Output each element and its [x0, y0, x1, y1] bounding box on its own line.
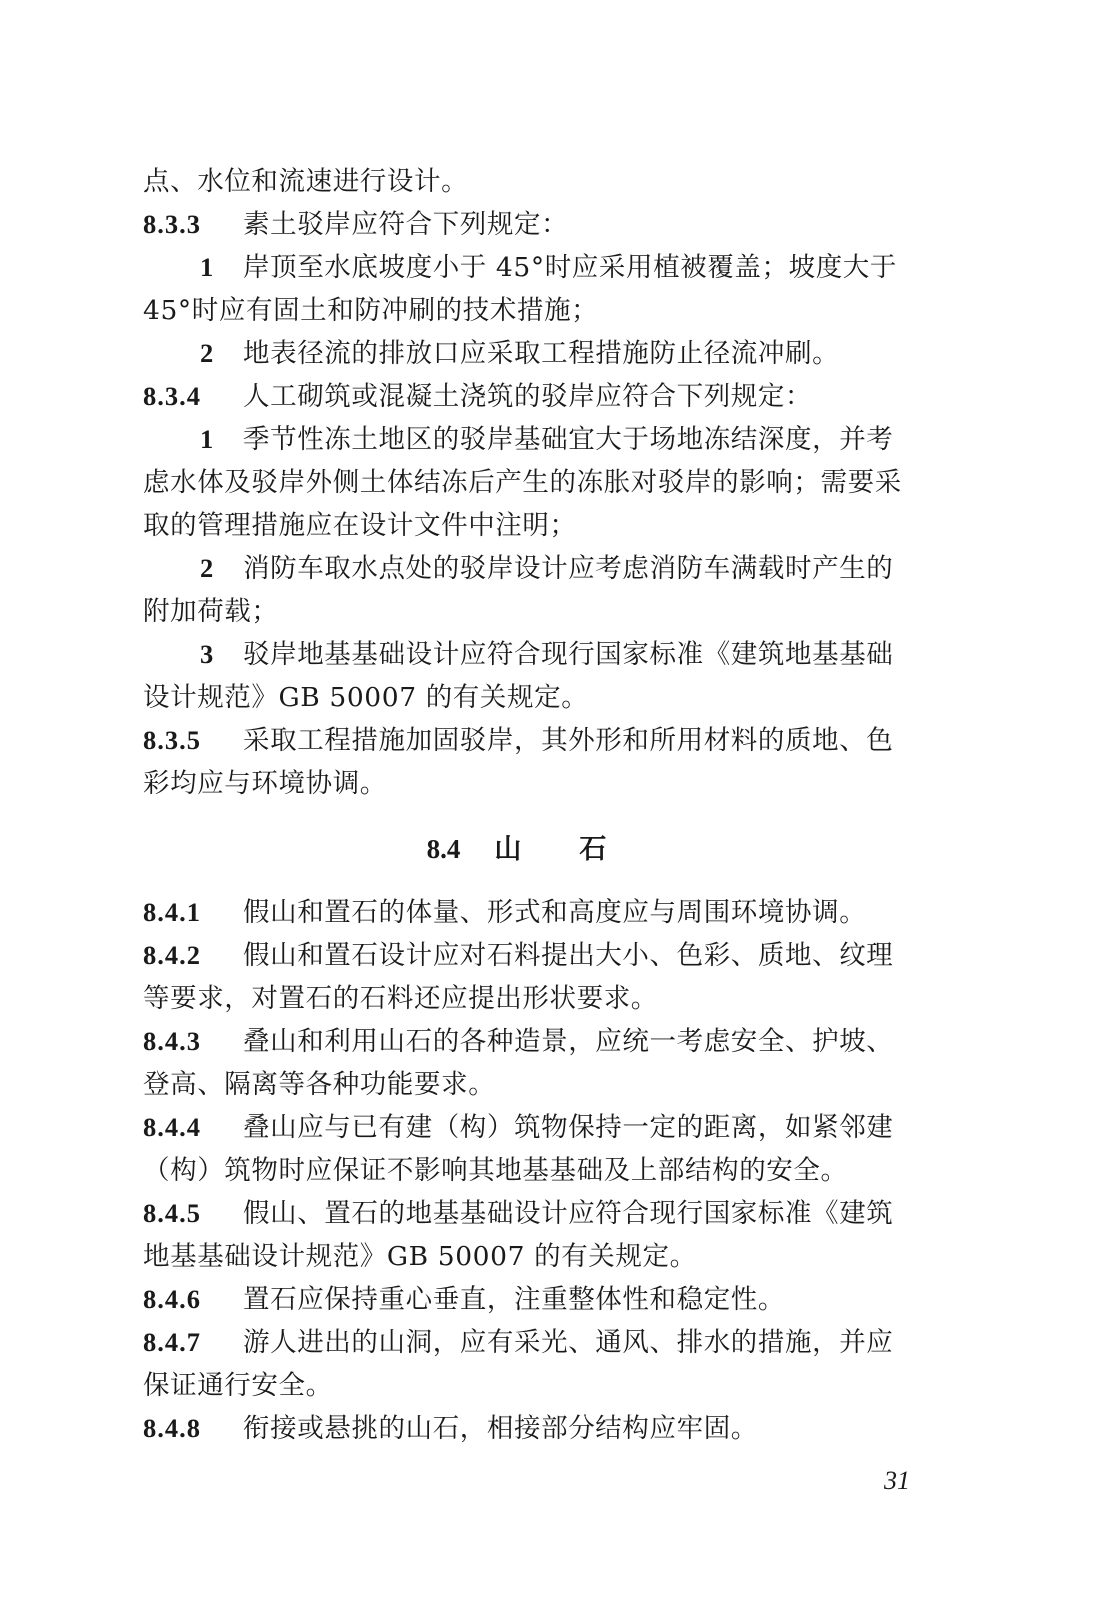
text-line — [143, 160, 948, 203]
item-line — [143, 418, 948, 461]
clause-8-4-8 — [143, 1407, 948, 1450]
clause-8-4-5 — [143, 1192, 948, 1235]
clause-text: 假山和置石设计应对石料提出大小、色彩、质地、纹理 — [243, 940, 894, 971]
clause-number: 8.4.7 — [143, 1327, 201, 1357]
clause-number: 8.4.4 — [143, 1112, 201, 1142]
item-text: 消防车取水点处的驳岸设计应考虑消防车满载时产生的 — [243, 553, 894, 584]
clause-text: 叠山应与已有建（构）筑物保持一定的距离，如紧邻建 — [243, 1112, 894, 1143]
clause-text: 置石应保持重心垂直，注重整体性和稳定性。 — [243, 1284, 785, 1315]
text: 等要求，对置石的石料还应提出形状要求。 — [143, 983, 658, 1014]
section-title: 山石 — [494, 834, 665, 865]
clause-8-4-6 — [143, 1278, 948, 1321]
clause-number: 8.4.8 — [143, 1413, 201, 1443]
clause-number: 8.4.1 — [143, 897, 201, 927]
clause-number: 8.4.5 — [143, 1198, 201, 1228]
clause-8-3-4 — [143, 375, 948, 418]
text-line — [143, 504, 948, 547]
text-line — [143, 1235, 948, 1278]
text-line — [143, 676, 948, 719]
text-line — [143, 762, 948, 805]
clause-8-4-2 — [143, 934, 948, 977]
text: 登高、隔离等各种功能要求。 — [143, 1069, 496, 1100]
clause-number: 8.3.4 — [143, 381, 201, 411]
clause-number: 8.4.2 — [143, 940, 201, 970]
text: 取的管理措施应在设计文件中注明； — [143, 510, 577, 541]
clause-text: 人工砌筑或混凝土浇筑的驳岸应符合下列规定： — [243, 381, 813, 412]
text-line — [143, 977, 948, 1020]
item-text: 岸顶至水底坡度小于 45°时应采用植被覆盖；坡度大于 — [243, 252, 897, 283]
text-line — [143, 1063, 948, 1106]
text: 虑水体及驳岸外侧土体结冻后产生的冻胀对驳岸的影响；需要采 — [143, 467, 902, 498]
clause-8-4-7 — [143, 1321, 948, 1364]
section-number: 8.4 — [426, 834, 461, 864]
clause-8-4-3 — [143, 1020, 948, 1063]
clause-text: 游人进出的山洞，应有采光、通风、排水的措施，并应 — [243, 1327, 894, 1358]
text: 45°时应有固土和防冲刷的技术措施； — [143, 295, 599, 326]
clause-8-4-1 — [143, 891, 948, 934]
item-text: 季节性冻土地区的驳岸基础宜大于场地冻结深度，并考 — [243, 424, 894, 455]
clause-8-3-3 — [143, 203, 948, 246]
item-line — [143, 332, 948, 375]
item-text: 地表径流的排放口应采取工程措施防止径流冲刷。 — [243, 338, 840, 369]
text: 点、水位和流速进行设计。 — [143, 166, 469, 197]
clause-number: 8.4.3 — [143, 1026, 201, 1056]
document-page — [143, 160, 948, 1450]
item-number: 3 — [200, 639, 214, 669]
clause-number: 8.3.3 — [143, 209, 201, 239]
text: 彩均应与环境协调。 — [143, 768, 387, 799]
clause-text: 素土驳岸应符合下列规定： — [243, 209, 569, 240]
item-number: 1 — [200, 424, 214, 454]
section-heading — [143, 807, 948, 891]
item-number: 2 — [200, 338, 214, 368]
text: （构）筑物时应保证不影响其地基基础及上部结构的安全。 — [143, 1155, 848, 1186]
text: 附加荷载； — [143, 596, 279, 627]
clause-number: 8.3.5 — [143, 725, 201, 755]
item-line — [143, 633, 948, 676]
text-line — [143, 1364, 948, 1407]
page-number: 31 — [884, 1466, 910, 1495]
clause-8-4-4 — [143, 1106, 948, 1149]
clause-number: 8.4.6 — [143, 1284, 201, 1314]
item-number: 2 — [200, 553, 214, 583]
text-line — [143, 461, 948, 504]
item-line — [143, 246, 948, 289]
clause-text: 采取工程措施加固驳岸，其外形和所用材料的质地、色 — [243, 725, 894, 756]
item-line — [143, 547, 948, 590]
clause-8-3-5 — [143, 719, 948, 762]
text-line — [143, 1149, 948, 1192]
text: 地基基础设计规范》GB 50007 的有关规定。 — [143, 1241, 697, 1272]
text: 设计规范》GB 50007 的有关规定。 — [143, 682, 589, 713]
item-number: 1 — [200, 252, 214, 282]
clause-text: 假山和置石的体量、形式和高度应与周围环境协调。 — [243, 897, 867, 928]
text-line — [143, 289, 948, 332]
item-text: 驳岸地基基础设计应符合现行国家标准《建筑地基基础 — [243, 639, 894, 670]
clause-text: 叠山和利用山石的各种造景，应统一考虑安全、护坡、 — [243, 1026, 894, 1057]
clause-text: 假山、置石的地基基础设计应符合现行国家标准《建筑 — [243, 1198, 894, 1229]
text-line — [143, 590, 948, 633]
clause-text: 衔接或悬挑的山石，相接部分结构应牢固。 — [243, 1413, 758, 1444]
text: 保证通行安全。 — [143, 1370, 333, 1401]
